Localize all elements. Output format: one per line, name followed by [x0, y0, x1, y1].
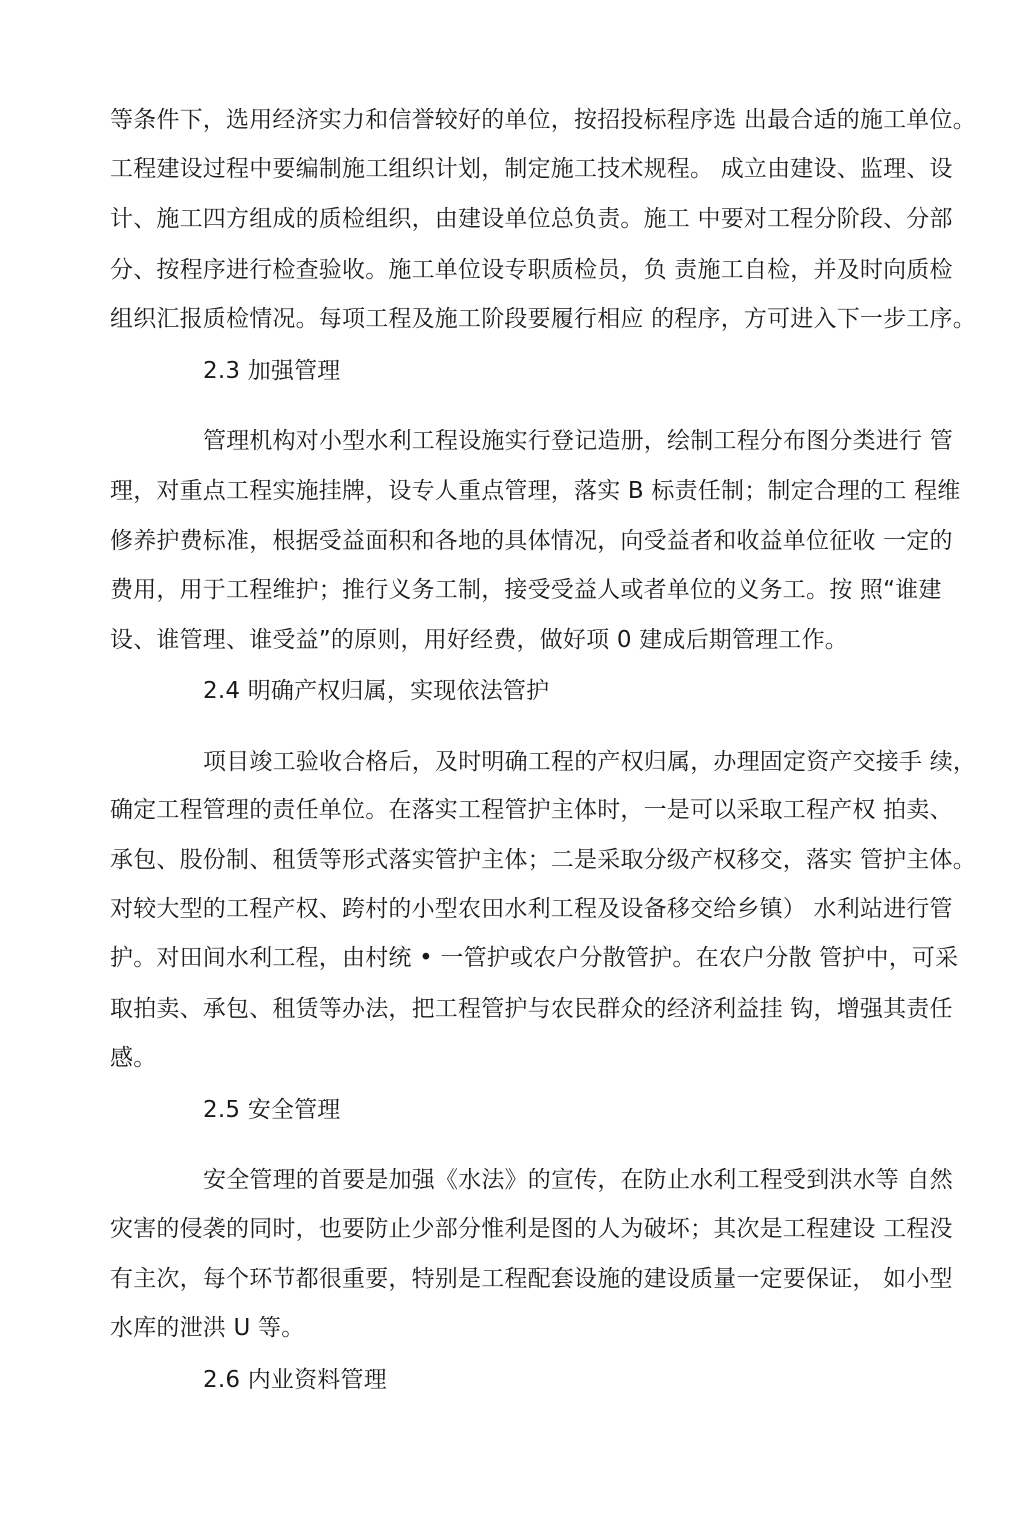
paragraph-line: 对较大型的工程产权、跨村的小型农田水利工程及设备移交给乡镇） 水利站进行管	[110, 896, 953, 922]
paragraph-line: 水库的泄洪 U 等。	[110, 1315, 305, 1341]
section-heading: 2.3 加强管理	[203, 358, 341, 384]
paragraph-line: 管理机构对小型水利工程设施实行登记造册，绘制工程分布图分类进行 管	[203, 428, 953, 454]
paragraph-line: 等条件下，选用经济实力和信誉较好的单位，按招投标程序选 出最合适的施工单位。	[110, 107, 976, 133]
paragraph-line: 修养护费标准，根据受益面积和各地的具体情况，向受益者和收益单位征收 一定的	[110, 528, 953, 554]
paragraph-line: 有主次，每个环节都很重要，特别是工程配套设施的建设质量一定要保证， 如小型	[110, 1266, 953, 1292]
paragraph-line: 设、谁管理、谁受益”的原则，用好经费，做好项 0 建成后期管理工作。	[110, 627, 848, 653]
section-heading: 2.4 明确产权归属，实现依法管护	[203, 678, 550, 704]
paragraph-line: 工程建设过程中要编制施工组织计划，制定施工技术规程。 成立由建设、监理、设	[110, 156, 953, 182]
paragraph-line: 分、按程序进行检查验收。施工单位设专职质检员，负 责施工自检，并及时向质检	[110, 257, 953, 283]
paragraph-line: 取拍卖、承包、租赁等办法，把工程管护与农民群众的经济利益挂 钩，增强其责任	[110, 996, 953, 1022]
paragraph-line: 计、施工四方组成的质检组织，由建设单位总负责。施工 中要对工程分阶段、分部	[110, 206, 953, 232]
paragraph-line: 组织汇报质检情况。每项工程及施工阶段要履行相应 的程序，方可进入下一步工序。	[110, 306, 976, 332]
paragraph-line: 项目竣工验收合格后，及时明确工程的产权归属，办理固定资产交接手 续，	[203, 749, 977, 775]
paragraph-line: 费用，用于工程维护；推行义务工制，接受受益人或者单位的义务工。按 照“谁建	[110, 577, 942, 603]
paragraph-line: 理，对重点工程实施挂牌，设专人重点管理，落实 B 标责任制；制定合理的工 程维	[110, 478, 961, 504]
paragraph-line: 安全管理的首要是加强《水法》的宣传，在防止水利工程受到洪水等 自然	[203, 1167, 953, 1193]
paragraph-line: 灾害的侵袭的同时，也要防止少部分惟利是图的人为破坏；其次是工程建设 工程没	[110, 1216, 953, 1242]
paragraph-line: 护。对田间水利工程，由村统 • 一管护或农户分散管护。在农户分散 管护中，可采	[110, 945, 959, 971]
section-heading: 2.6 内业资料管理	[203, 1367, 387, 1393]
paragraph-line: 感。	[110, 1045, 157, 1071]
section-heading: 2.5 安全管理	[203, 1097, 341, 1123]
paragraph-line: 确定工程管理的责任单位。在落实工程管护主体时，一是可以采取工程产权 拍卖、	[110, 797, 953, 823]
paragraph-line: 承包、股份制、租赁等形式落实管护主体；二是采取分级产权移交，落实 管护主体。	[110, 847, 976, 873]
